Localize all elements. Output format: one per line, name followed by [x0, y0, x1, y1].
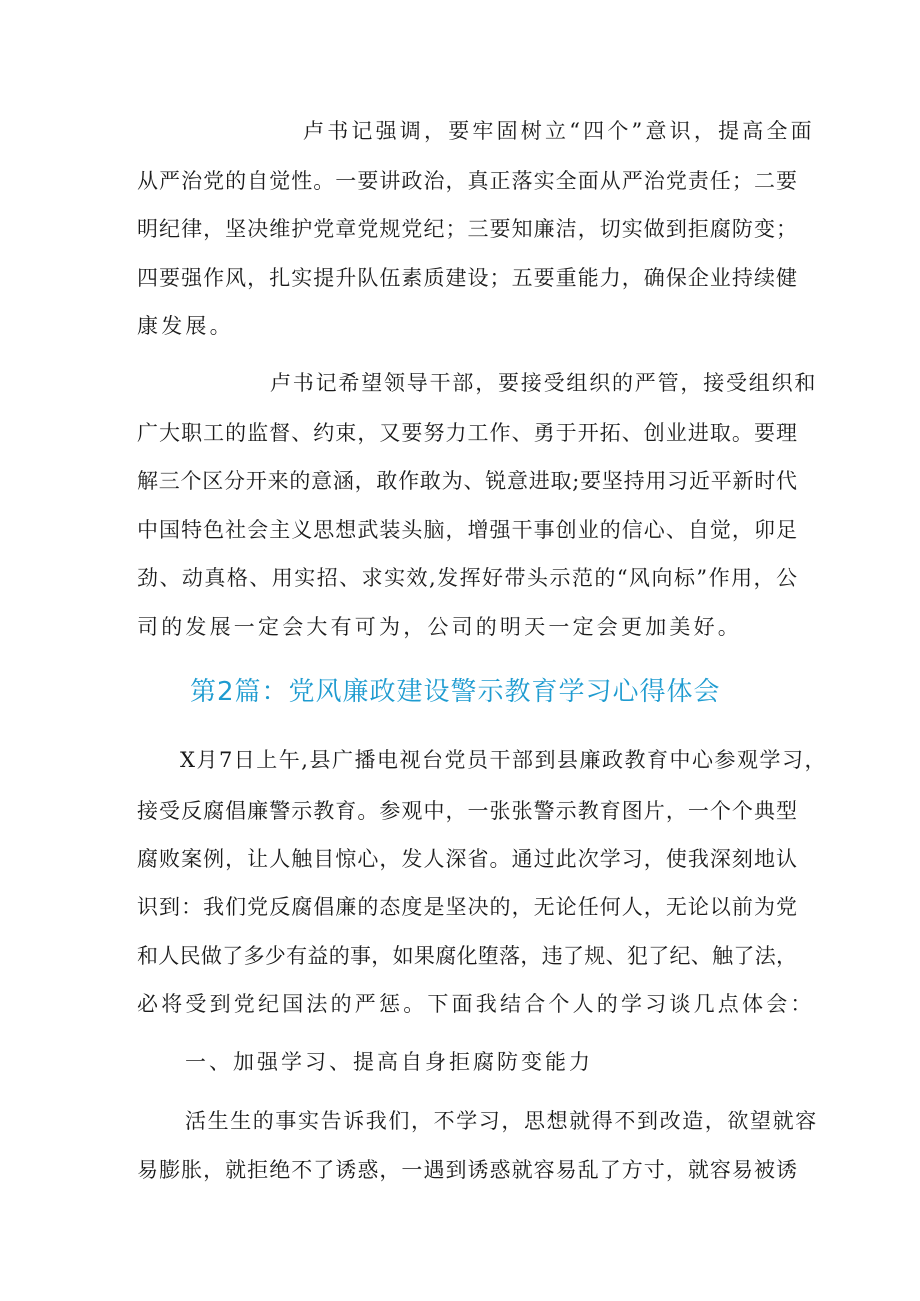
subsection-title: 一、加强学习、提高自身拒腐防变能力 [185, 1050, 593, 1074]
text-line: 卢书记强调，要牢固树立“四个”意识，提高全面 [303, 119, 815, 143]
text-line: 司的发展一定会大有可为，公司的明天一定会更加美好。 [137, 615, 742, 639]
text-line: 明纪律，坚决维护党章党规党纪；三要知廉洁，切实做到拒腐防变； [137, 217, 797, 241]
text-line: 识到：我们党反腐倡廉的态度是坚决的，无论任何人，无论以前为党 [137, 895, 797, 919]
text-line: 中国特色社会主义思想武装头脑，增强干事创业的信心、自觉，卯足 [137, 518, 797, 542]
text-line: 易膨胀，就拒绝不了诱惑，一遇到诱惑就容易乱了方寸，就容易被诱 [137, 1158, 797, 1182]
text-line: 接受反腐倡廉警示教育。参观中，一张张警示教育图片，一个个典型 [137, 799, 797, 823]
text-line: 卢书记希望领导干部，要接受组织的严管，接受组织和 [270, 371, 818, 395]
text-line: X月7日上午,县广播电视台党员干部到县廉政教育中心参观学习， [180, 748, 827, 772]
text-line: 活生生的事实告诉我们，不学习，思想就得不到改造，欲望就容 [185, 1109, 818, 1133]
text-line: 四要强作风，扎实提升队伍素质建设；五要重能力，确保企业持续健 [137, 266, 797, 290]
text-line: 和人民做了多少有益的事，如果腐化堕落，违了规、犯了纪、触了法， [137, 944, 797, 968]
text-line: 解三个区分开来的意涵，敢作敢为、锐意进取;要坚持用习近平新时代 [137, 469, 797, 493]
text-line: 劲、动真格、用实招、求实效,发挥好带头示范的“风向标”作用，公 [137, 566, 797, 590]
text-line: 从严治党的自觉性。一要讲政治，真正落实全面从严治党责任；二要 [137, 169, 797, 193]
text-line: 必将受到党纪国法的严惩。下面我结合个人的学习谈几点体会： [137, 992, 815, 1016]
section-heading: 第2篇：党风廉政建设警示教育学习心得体会 [190, 677, 721, 707]
text-line: 腐败案例，让人触目惊心，发人深省。通过此次学习，使我深刻地认 [137, 847, 797, 871]
text-line: 广大职工的监督、约束，又要努力工作、勇于开拓、创业进取。要理 [137, 421, 797, 445]
text-line: 康发展。 [137, 314, 234, 338]
